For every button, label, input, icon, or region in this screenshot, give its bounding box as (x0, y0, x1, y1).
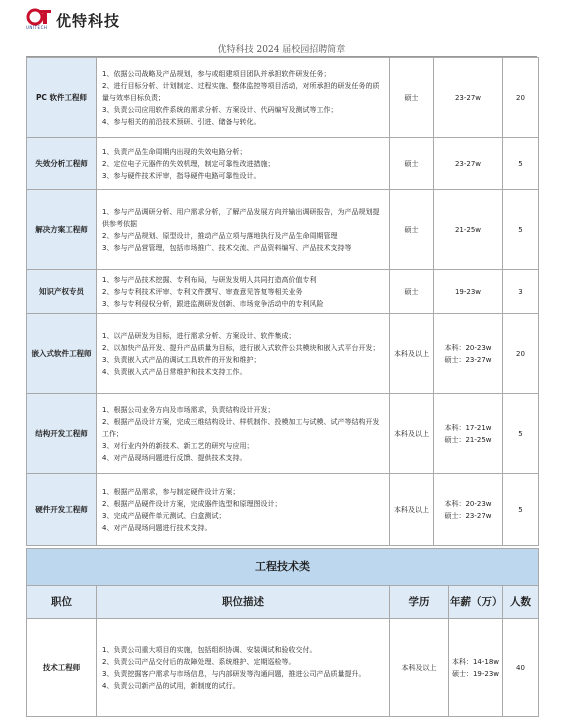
positions-table (26, 57, 539, 546)
description-line: 4、对产品现场问题进行技术支持。 (102, 523, 212, 532)
position-name: 硬件开发工程师 (27, 474, 97, 546)
education: 硕士 (390, 58, 434, 138)
headcount: 5 (503, 474, 539, 546)
headcount: 5 (503, 394, 539, 474)
salary (434, 474, 503, 546)
education: 硕士 (390, 138, 434, 190)
position-name: PC 软件工程师 (27, 58, 97, 138)
education: 本科及以上 (390, 474, 434, 546)
table-row (27, 474, 539, 546)
description-line: 2、进行目标分析、计划制定、过程实施、整体监控等项目活动，对所承担的研发任务的质量与效率目标负责； (102, 81, 380, 102)
logo-subtext: UNITECH (26, 25, 48, 30)
description-line: 2、以加快产品开发、提升产品质量为目标，进行嵌入式软件公共模块和嵌入式平台开发； (102, 343, 380, 352)
header-description: 职位描述 (97, 586, 390, 619)
description-line: 2、参与产品规划、原型设计，推动产品立项与落地执行及产品生命周期管理 (102, 231, 338, 240)
headcount: 5 (503, 190, 539, 270)
position-name: 技术工程师 (27, 619, 97, 717)
document-title: 优特科技 2024 届校园招聘简章 (217, 45, 346, 55)
salary-line: 本科：20-23w (444, 343, 492, 352)
position-description (97, 270, 390, 314)
description-line: 4、对产品现场问题进行反馈、提供技术支持。 (102, 453, 247, 462)
education: 本科及以上 (390, 394, 434, 474)
description-line: 2、负责公司产品交付后的故障处理、系统维护、定期巡检等。 (102, 657, 296, 666)
salary-line: 硕士：21-25w (444, 435, 492, 444)
headcount: 40 (503, 619, 539, 717)
table-row (27, 619, 539, 717)
table-row (27, 190, 539, 270)
salary-line: 19-23w (454, 287, 482, 296)
description-line: 2、定位电子元器件的失效机理，制定可靠性改进措施； (102, 159, 275, 168)
description-line: 4、参与相关的前沿技术预研、引进、储备与转化。 (102, 117, 261, 126)
salary (434, 270, 503, 314)
header-education: 学历 (390, 586, 449, 619)
table-row (27, 138, 539, 190)
salary-line: 23-27w (454, 93, 482, 102)
position-name: 解决方案工程师 (27, 190, 97, 270)
description-line: 4、负责嵌入式产品日常维护和技术支持工作。 (102, 367, 247, 376)
table-row (27, 394, 539, 474)
header-headcount: 人数 (503, 586, 539, 619)
education: 硕士 (390, 190, 434, 270)
description-line: 3、完成产品硬件单元测试、白盒测试； (102, 511, 226, 520)
description-line: 1、负责产品生命周期内出现的失效电路分析； (102, 147, 247, 156)
position-name: 嵌入式软件工程师 (27, 314, 97, 394)
salary (434, 394, 503, 474)
salary-line: 硕士：19-23w (451, 669, 500, 678)
logo-text: 优特科技 (56, 11, 121, 30)
description-line: 3、负责嵌入式产品的调试工具软件的开发和维护； (102, 355, 261, 364)
education: 本科及以上 (390, 619, 449, 717)
description-line: 1、以产品研发为目标，进行需求分析、方案设计、软件集成； (102, 331, 296, 340)
company-logo (26, 8, 120, 32)
description-line: 1、参与产品调研分析、用户需求分析，了解产品发展方向并输出调研报告，为产品规划提供参考依据 (102, 207, 380, 228)
description-line: 2、根据产品设计方案，完成三维结构设计、样机制作、投模加工与试模、试产等结构开发工作； (102, 417, 380, 438)
description-line: 2、根据产品硬件设计方案，完成器件选型和原理图设计； (102, 499, 282, 508)
salary-line: 硕士：23-27w (444, 511, 492, 520)
description-line: 3、负责公司应用软件系统的需求分析、方案设计、代码编写及测试等工作； (102, 105, 338, 114)
headcount: 20 (503, 314, 539, 394)
engineering-table (26, 548, 539, 717)
description-line: 3、负责挖掘客户需求与市场信息，与内部研发等沟通问题，推进公司产品质量提升。 (102, 669, 366, 678)
description-line: 3、参与专利侵权分析，跟进监测研发创新、市场竞争活动中的专利风险 (102, 299, 324, 308)
salary (449, 619, 503, 717)
salary (434, 190, 503, 270)
salary (434, 314, 503, 394)
education: 本科及以上 (390, 314, 434, 394)
salary-line: 23-27w (454, 159, 482, 168)
position-description (97, 190, 390, 270)
table-row (27, 58, 539, 138)
position-name: 失效分析工程师 (27, 138, 97, 190)
header-salary: 年薪（万） (449, 586, 503, 619)
salary (434, 58, 503, 138)
salary-line: 本科：17-21w (444, 423, 492, 432)
position-description (97, 314, 390, 394)
description-line: 3、参与产品营管理，包括市场推广、技术交流、产品资料编写、产品技术支持等 (102, 243, 352, 252)
position-name: 结构开发工程师 (27, 394, 97, 474)
description-line: 1、负责公司重大项目的实施，包括组织协调、安装调试和验收交付。 (102, 645, 317, 654)
header-position: 职位 (27, 586, 97, 619)
position-description (97, 138, 390, 190)
salary-line: 本科：20-23w (444, 499, 492, 508)
salary-line: 21-25w (454, 225, 482, 234)
description-line: 1、根据产品需求，参与制定硬件设计方案； (102, 487, 240, 496)
education: 硕士 (390, 270, 434, 314)
description-line: 4、负责公司新产品的试用，新制度的试行。 (102, 681, 240, 690)
position-description (97, 619, 390, 717)
description-line: 2、参与专利技术评审、专利文件撰写、审查意见答复等相关业务 (102, 287, 303, 296)
table-row (27, 314, 539, 394)
position-description (97, 394, 390, 474)
description-line: 1、依据公司战略及产品规划，参与或组建项目团队并承担软件研发任务； (102, 69, 331, 78)
position-description (97, 474, 390, 546)
category-title: 工程技术类 (27, 549, 539, 586)
position-description (97, 58, 390, 138)
headcount: 20 (503, 58, 539, 138)
description-line: 3、对行业内外的新技术、新工艺的研究与应用； (102, 441, 254, 450)
table-row (27, 270, 539, 314)
salary-line: 本科：14-18w (451, 657, 500, 666)
salary-line: 硕士：23-27w (444, 355, 492, 364)
salary (434, 138, 503, 190)
headcount: 3 (503, 270, 539, 314)
description-line: 1、参与产品技术挖掘、专利布局，与研发发明人共同打造高价值专利 (102, 275, 317, 284)
position-name: 知识产权专员 (27, 270, 97, 314)
description-line: 1、根据公司业务方向及市场需求，负责结构设计开发； (102, 405, 275, 414)
headcount: 5 (503, 138, 539, 190)
description-line: 3、参与硬件技术评审，指导硬件电路可靠性设计。 (102, 171, 261, 180)
ut-logo-icon (26, 8, 52, 32)
